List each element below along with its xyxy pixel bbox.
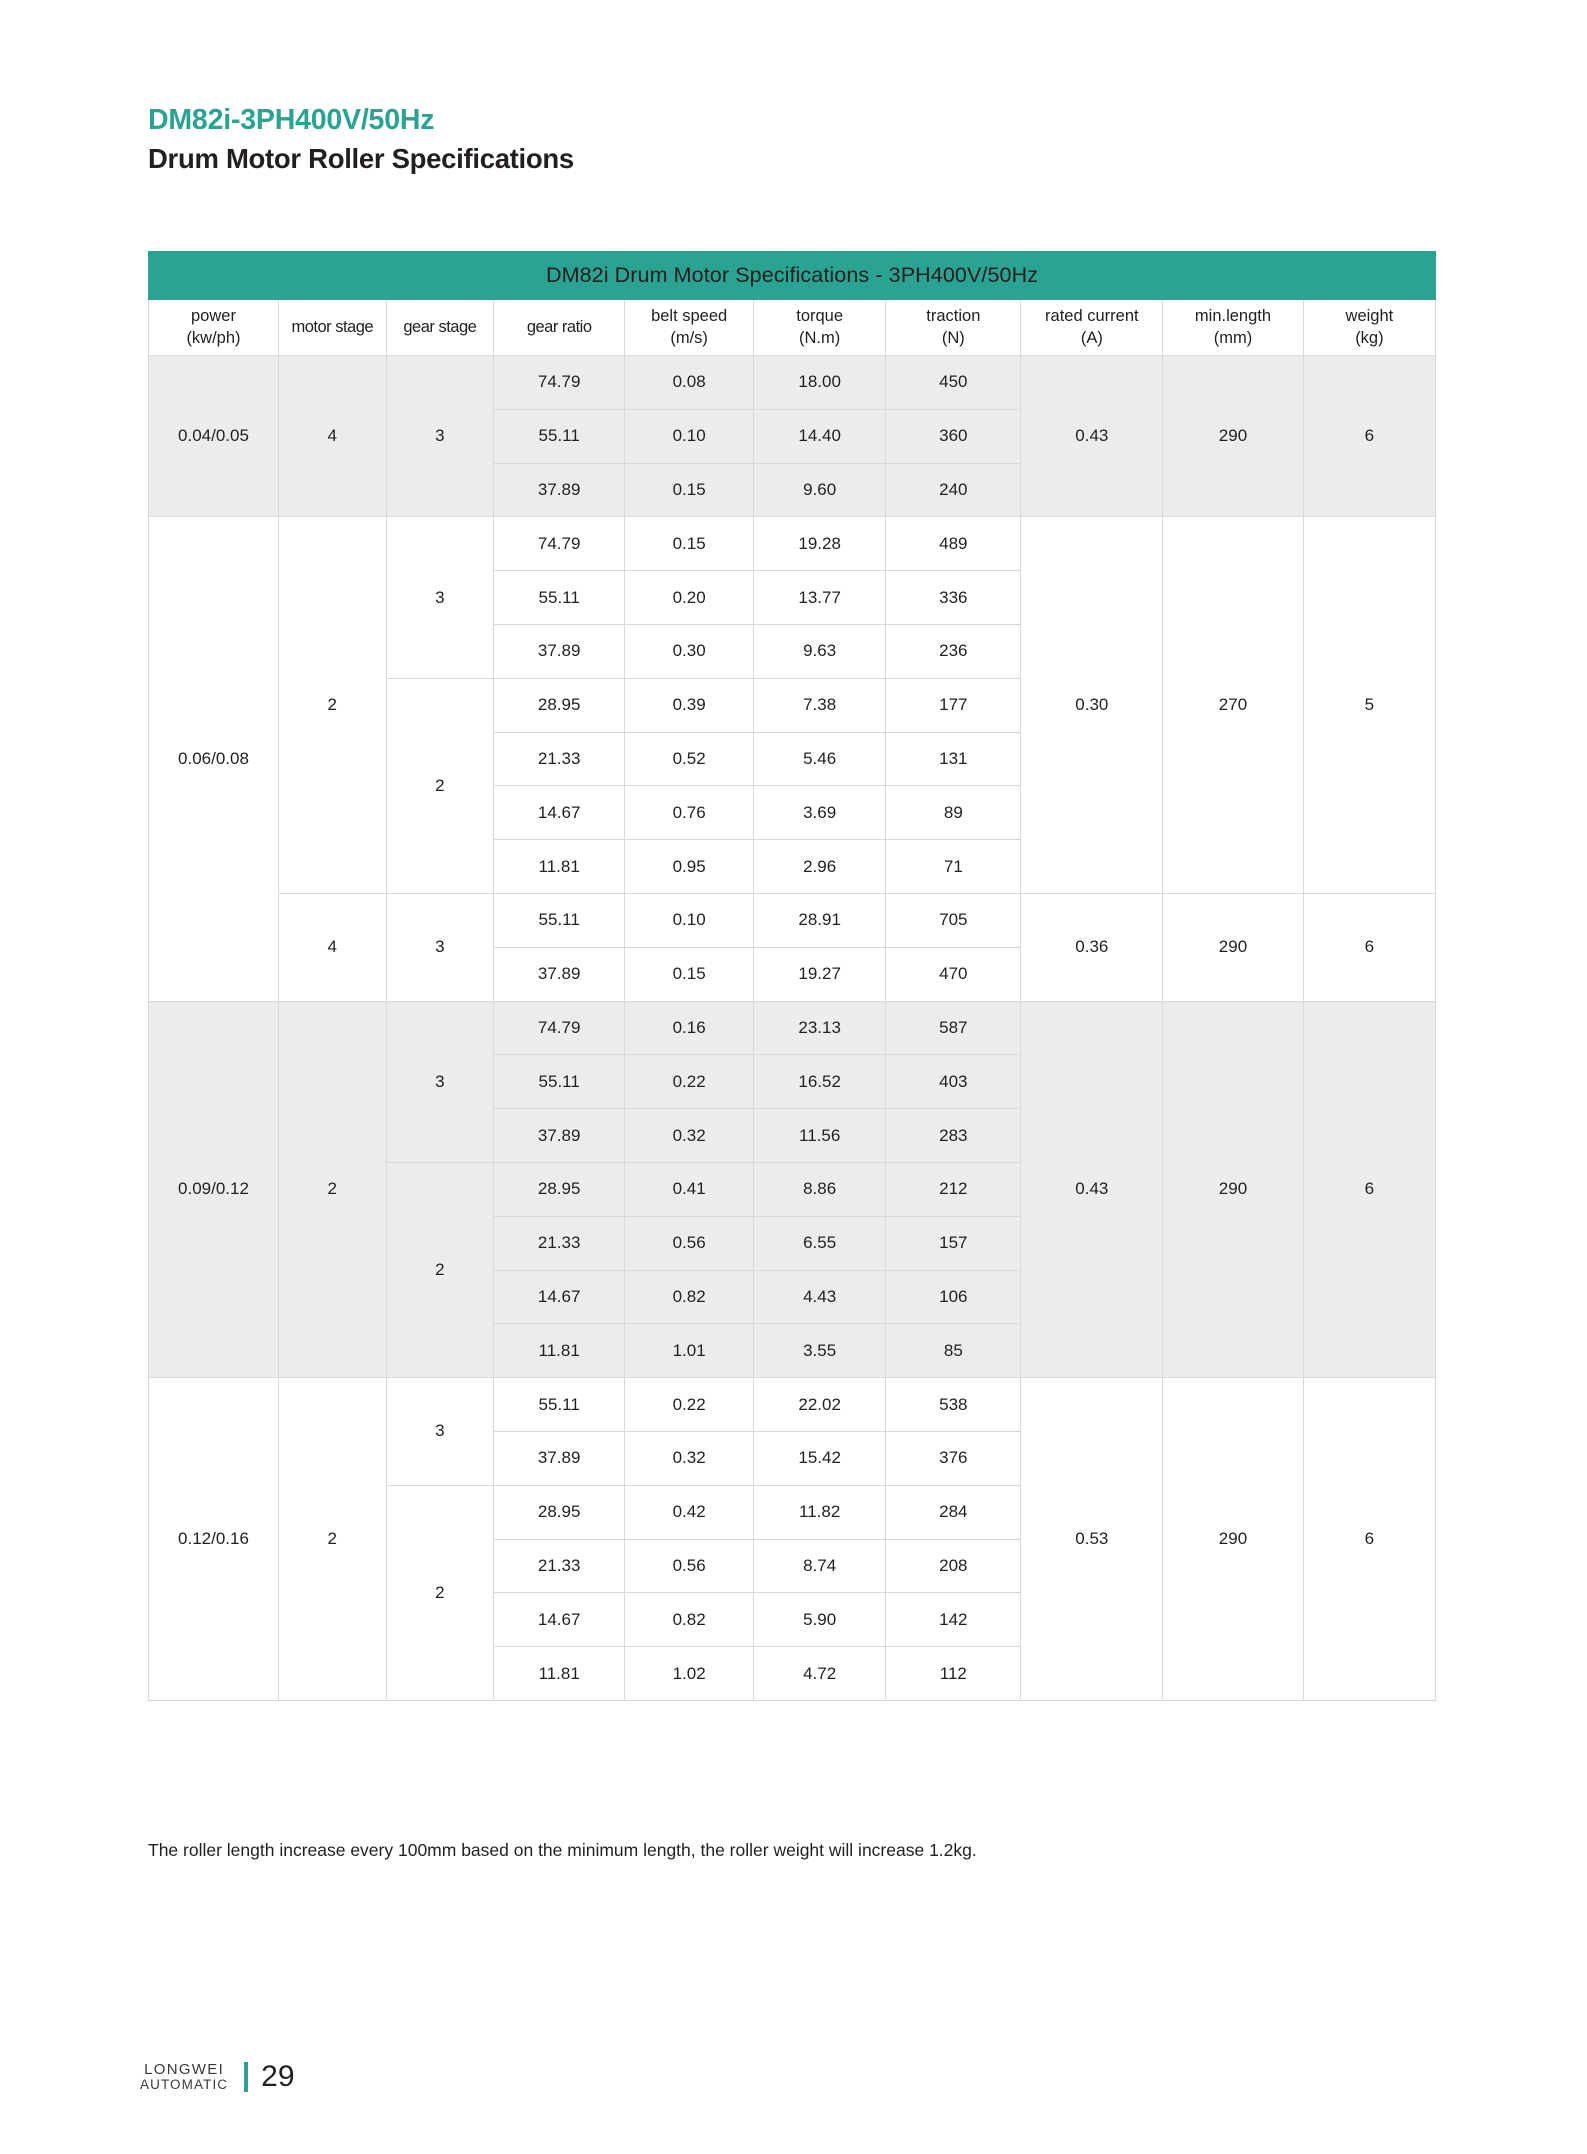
cell-torque: 9.60 [754, 463, 886, 517]
cell-torque: 7.38 [754, 678, 886, 732]
specifications-table-container [148, 251, 1436, 1701]
cell-belt-speed: 0.10 [625, 409, 754, 463]
cell-traction: 71 [886, 840, 1021, 894]
cell-torque: 3.69 [754, 786, 886, 840]
cell-gear-stage: 2 [386, 678, 494, 893]
cell-rated-current: 0.43 [1021, 1001, 1163, 1378]
cell-motor-stage: 2 [278, 517, 386, 894]
cell-gear-ratio: 55.11 [494, 893, 625, 947]
cell-gear-stage: 2 [386, 1485, 494, 1700]
cell-power: 0.04/0.05 [149, 356, 279, 517]
cell-traction: 587 [886, 1001, 1021, 1055]
cell-gear-stage: 3 [386, 356, 494, 517]
cell-motor-stage: 2 [278, 1378, 386, 1701]
table-header-row [149, 300, 1436, 356]
cell-belt-speed: 0.30 [625, 624, 754, 678]
table-row [149, 356, 1436, 410]
cell-gear-ratio: 11.81 [494, 1647, 625, 1701]
cell-traction: 112 [886, 1647, 1021, 1701]
cell-traction: 212 [886, 1162, 1021, 1216]
cell-torque: 8.74 [754, 1539, 886, 1593]
page-heading [148, 105, 1448, 175]
cell-belt-speed: 0.82 [625, 1593, 754, 1647]
column-header-motor-stage [278, 300, 386, 356]
cell-belt-speed: 0.32 [625, 1431, 754, 1485]
cell-rated-current: 0.53 [1021, 1378, 1163, 1701]
cell-traction: 89 [886, 786, 1021, 840]
cell-gear-ratio: 14.67 [494, 1593, 625, 1647]
column-header-label: torque [796, 307, 844, 326]
cell-belt-speed: 0.82 [625, 1270, 754, 1324]
cell-traction: 85 [886, 1324, 1021, 1378]
cell-motor-stage: 4 [278, 356, 386, 517]
cell-min-length: 270 [1163, 517, 1304, 894]
cell-gear-stage: 3 [386, 517, 494, 678]
cell-gear-ratio: 11.81 [494, 840, 625, 894]
cell-gear-stage: 2 [386, 1162, 494, 1377]
cell-gear-ratio: 21.33 [494, 732, 625, 786]
column-header-unit: (mm) [1213, 328, 1253, 347]
column-header-label: motor stage [291, 317, 374, 336]
cell-torque: 8.86 [754, 1162, 886, 1216]
cell-traction: 177 [886, 678, 1021, 732]
cell-torque: 15.42 [754, 1431, 886, 1485]
cell-min-length: 290 [1163, 356, 1304, 517]
cell-belt-speed: 0.22 [625, 1055, 754, 1109]
cell-belt-speed: 0.52 [625, 732, 754, 786]
cell-gear-ratio: 37.89 [494, 463, 625, 517]
cell-power: 0.09/0.12 [149, 1001, 279, 1378]
column-header-label: gear stage [403, 317, 477, 336]
cell-power: 0.06/0.08 [149, 517, 279, 1001]
column-header-label: belt speed [651, 307, 728, 326]
column-header-torque [754, 300, 886, 356]
cell-gear-ratio: 74.79 [494, 1001, 625, 1055]
cell-belt-speed: 0.95 [625, 840, 754, 894]
cell-traction: 538 [886, 1378, 1021, 1432]
column-header-label: gear ratio [526, 317, 592, 336]
cell-belt-speed: 0.42 [625, 1485, 754, 1539]
column-header-unit: (kg) [1355, 328, 1384, 347]
cell-belt-speed: 0.15 [625, 463, 754, 517]
cell-gear-ratio: 37.89 [494, 1109, 625, 1163]
cell-torque: 28.91 [754, 893, 886, 947]
cell-torque: 14.40 [754, 409, 886, 463]
footnote-text: The roller length increase every 100mm based on the minimum length, the roller weight will increase 1.2kg. [148, 1840, 977, 1860]
page-footer [140, 2060, 295, 2094]
cell-belt-speed: 0.20 [625, 571, 754, 625]
cell-traction: 157 [886, 1216, 1021, 1270]
cell-gear-ratio: 37.89 [494, 624, 625, 678]
table-row [149, 1378, 1436, 1432]
cell-traction: 360 [886, 409, 1021, 463]
footer-divider-bar [244, 2062, 248, 2092]
page-title: DM82i-3PH400V/50Hz [148, 104, 435, 136]
cell-gear-ratio: 37.89 [494, 1431, 625, 1485]
page-number: 29 [261, 2060, 295, 2093]
cell-traction: 283 [886, 1109, 1021, 1163]
cell-torque: 22.02 [754, 1378, 886, 1432]
cell-gear-ratio: 21.33 [494, 1216, 625, 1270]
column-header-unit: (A) [1080, 328, 1103, 347]
cell-gear-ratio: 11.81 [494, 1324, 625, 1378]
cell-gear-ratio: 14.67 [494, 1270, 625, 1324]
logo-line-2: AUTOMATIC [140, 2076, 229, 2092]
cell-traction: 236 [886, 624, 1021, 678]
table-head [149, 252, 1436, 356]
cell-weight: 6 [1303, 356, 1435, 517]
cell-belt-speed: 0.10 [625, 893, 754, 947]
cell-torque: 9.63 [754, 624, 886, 678]
cell-gear-stage: 3 [386, 1378, 494, 1486]
cell-torque: 2.96 [754, 840, 886, 894]
cell-traction: 376 [886, 1431, 1021, 1485]
cell-belt-speed: 0.56 [625, 1216, 754, 1270]
cell-gear-ratio: 74.79 [494, 356, 625, 410]
logo-line-1: LONGWEI [144, 2061, 225, 2079]
cell-belt-speed: 1.02 [625, 1647, 754, 1701]
cell-belt-speed: 0.08 [625, 356, 754, 410]
cell-weight: 5 [1303, 517, 1435, 894]
cell-traction: 106 [886, 1270, 1021, 1324]
cell-belt-speed: 0.15 [625, 517, 754, 571]
cell-belt-speed: 0.15 [625, 947, 754, 1001]
cell-min-length: 290 [1163, 893, 1304, 1001]
cell-gear-stage: 3 [386, 893, 494, 1001]
cell-motor-stage: 2 [278, 1001, 386, 1378]
table-banner-title: DM82i Drum Motor Specifications - 3PH400V/50Hz [149, 252, 1436, 300]
cell-belt-speed: 1.01 [625, 1324, 754, 1378]
table-row [149, 893, 1436, 947]
column-header-gear-ratio [494, 300, 625, 356]
cell-traction: 208 [886, 1539, 1021, 1593]
page-subtitle: Drum Motor Roller Specifications [148, 142, 574, 174]
column-header-label: rated current [1045, 307, 1139, 326]
cell-weight: 6 [1303, 1378, 1435, 1701]
cell-weight: 6 [1303, 893, 1435, 1001]
cell-torque: 4.72 [754, 1647, 886, 1701]
cell-torque: 11.56 [754, 1109, 886, 1163]
table-row [149, 1001, 1436, 1055]
cell-gear-ratio: 28.95 [494, 678, 625, 732]
cell-gear-ratio: 28.95 [494, 1485, 625, 1539]
cell-torque: 3.55 [754, 1324, 886, 1378]
cell-gear-ratio: 74.79 [494, 517, 625, 571]
cell-belt-speed: 0.32 [625, 1109, 754, 1163]
cell-traction: 470 [886, 947, 1021, 1001]
cell-motor-stage: 4 [278, 893, 386, 1001]
cell-rated-current: 0.43 [1021, 356, 1163, 517]
column-header-gear-stage [386, 300, 494, 356]
cell-traction: 142 [886, 1593, 1021, 1647]
cell-gear-ratio: 14.67 [494, 786, 625, 840]
cell-belt-speed: 0.39 [625, 678, 754, 732]
column-header-rated-current [1021, 300, 1163, 356]
cell-torque: 16.52 [754, 1055, 886, 1109]
column-header-unit: (N) [941, 328, 965, 347]
cell-traction: 240 [886, 463, 1021, 517]
cell-torque: 13.77 [754, 571, 886, 625]
column-header-label: min.length [1194, 307, 1272, 326]
cell-torque: 5.46 [754, 732, 886, 786]
cell-torque: 4.43 [754, 1270, 886, 1324]
cell-torque: 23.13 [754, 1001, 886, 1055]
cell-traction: 489 [886, 517, 1021, 571]
column-header-label: power [191, 307, 236, 326]
cell-belt-speed: 0.76 [625, 786, 754, 840]
table-banner-row [149, 252, 1436, 300]
cell-belt-speed: 0.16 [625, 1001, 754, 1055]
cell-gear-ratio: 55.11 [494, 1055, 625, 1109]
cell-gear-ratio: 37.89 [494, 947, 625, 1001]
cell-gear-ratio: 55.11 [494, 571, 625, 625]
column-header-weight [1303, 300, 1435, 356]
cell-belt-speed: 0.22 [625, 1378, 754, 1432]
cell-traction: 336 [886, 571, 1021, 625]
cell-gear-ratio: 28.95 [494, 1162, 625, 1216]
column-header-label: traction [926, 307, 981, 326]
cell-torque: 6.55 [754, 1216, 886, 1270]
table-body [149, 356, 1436, 1701]
cell-rated-current: 0.30 [1021, 517, 1163, 894]
cell-min-length: 290 [1163, 1001, 1304, 1378]
cell-torque: 11.82 [754, 1485, 886, 1539]
cell-gear-ratio: 55.11 [494, 1378, 625, 1432]
cell-weight: 6 [1303, 1001, 1435, 1378]
column-header-unit: (kw/ph) [186, 328, 241, 347]
column-header-min-length [1163, 300, 1304, 356]
cell-torque: 19.28 [754, 517, 886, 571]
cell-torque: 19.27 [754, 947, 886, 1001]
column-header-belt-speed [625, 300, 754, 356]
cell-gear-ratio: 55.11 [494, 409, 625, 463]
cell-traction: 131 [886, 732, 1021, 786]
cell-torque: 5.90 [754, 1593, 886, 1647]
cell-rated-current: 0.36 [1021, 893, 1163, 1001]
column-header-label: weight [1345, 307, 1394, 326]
column-header-unit: (N.m) [799, 328, 841, 347]
cell-gear-stage: 3 [386, 1001, 494, 1162]
cell-traction: 450 [886, 356, 1021, 410]
cell-traction: 284 [886, 1485, 1021, 1539]
cell-traction: 403 [886, 1055, 1021, 1109]
column-header-power [149, 300, 279, 356]
cell-power: 0.12/0.16 [149, 1378, 279, 1701]
specifications-table [148, 251, 1436, 1701]
table-row [149, 517, 1436, 571]
cell-belt-speed: 0.56 [625, 1539, 754, 1593]
cell-gear-ratio: 21.33 [494, 1539, 625, 1593]
cell-traction: 705 [886, 893, 1021, 947]
company-logo [140, 2062, 228, 2092]
cell-min-length: 290 [1163, 1378, 1304, 1701]
cell-torque: 18.00 [754, 356, 886, 410]
column-header-traction [886, 300, 1021, 356]
column-header-unit: (m/s) [670, 328, 708, 347]
cell-belt-speed: 0.41 [625, 1162, 754, 1216]
